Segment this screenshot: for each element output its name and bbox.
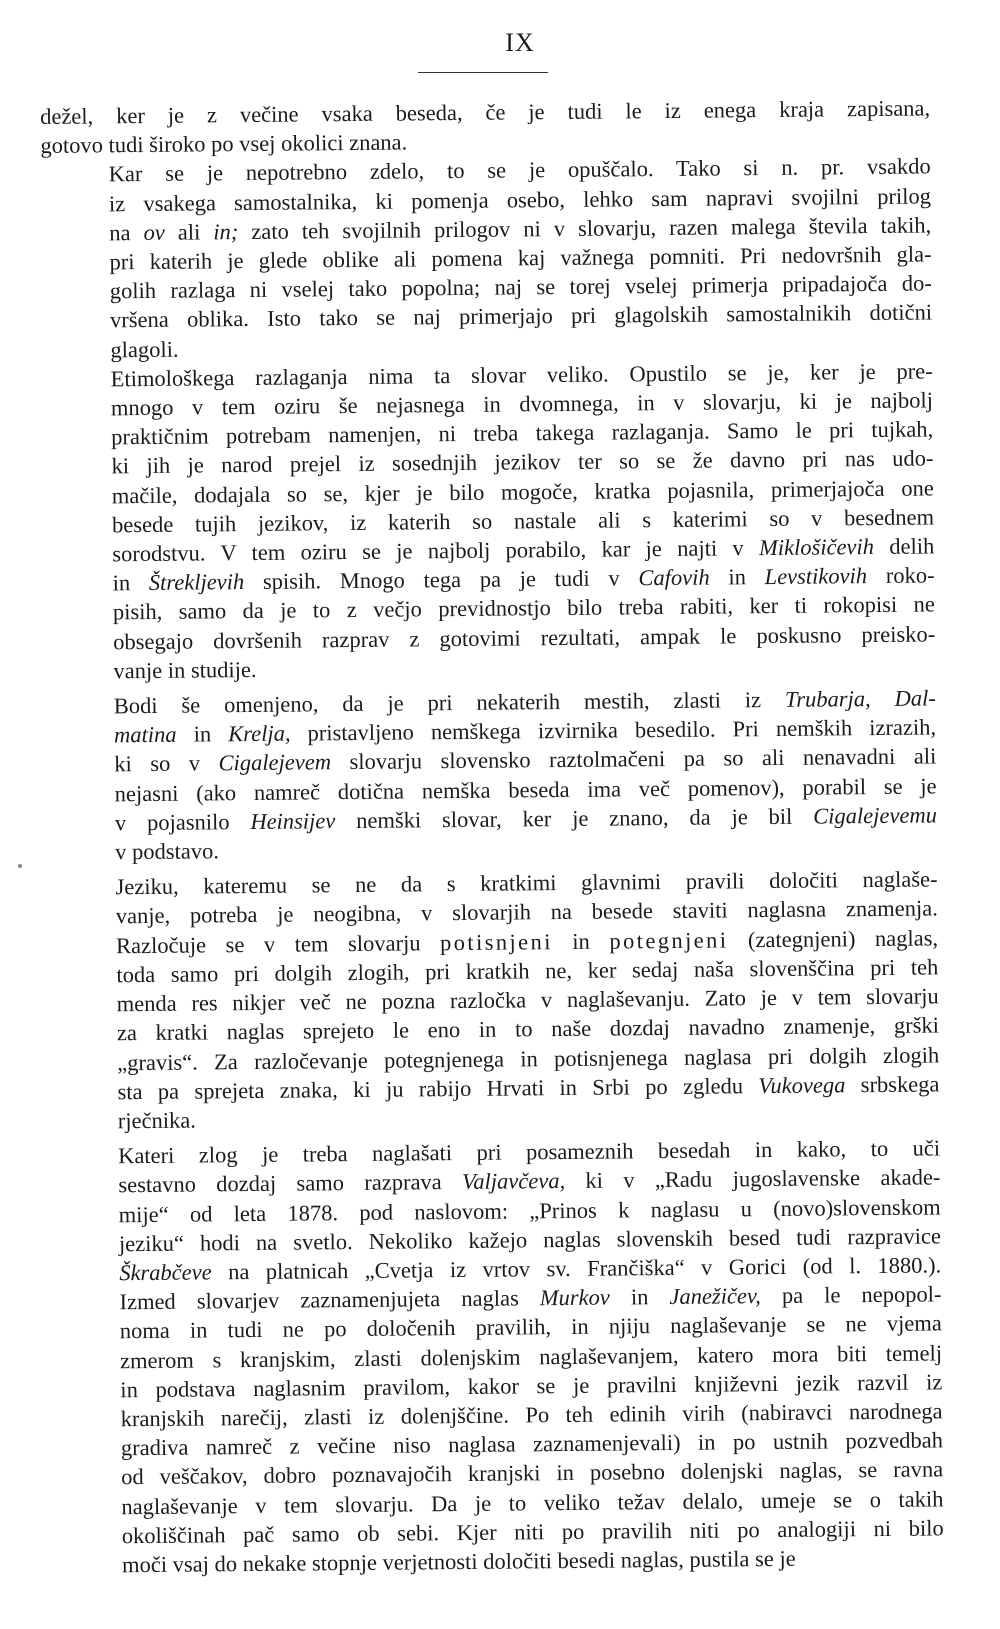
text-run: ki jih je narod prejel iz sosednjih jezikov ter so se že davno pri nas udo- bbox=[111, 445, 934, 479]
text-run: (zategnjeni) naglas, bbox=[728, 925, 939, 953]
text-run: jeziku“ hodi na svetlo. Nekoliko kažejo naglas slovenskih besed tudi razpravice bbox=[118, 1223, 942, 1257]
italic-name: Miklošičevih bbox=[758, 534, 875, 561]
italic-name: matina bbox=[113, 721, 177, 748]
text-run: v pojasnilo bbox=[114, 808, 251, 836]
text-run: golih razlaga ni vselej tako popolna; naj se torej vselej primerja pripadajoča do- bbox=[109, 270, 932, 304]
text-run: vršena oblika. Isto tako se naj primerjajo pri glagolskih samostalnikih dotični bbox=[109, 299, 933, 333]
spaced-term: potegnjeni bbox=[609, 927, 729, 954]
text-run: Kar se je nepotrebno zdelo, to se je opuščalo. Tako si n. pr. vsakdo bbox=[108, 153, 931, 187]
text-run: Etimološkega razlaganja nima ta slovar veliko. Opustilo se je, ker je pre- bbox=[110, 358, 933, 392]
text-run: naglaševanje v tem slovarju. Da je to veliko težav delalo, umeje se o takih bbox=[121, 1485, 944, 1519]
text-run: glagoli. bbox=[110, 336, 179, 362]
italic-name: Janežičev, bbox=[669, 1283, 761, 1310]
italic-name: Trubarja, Dal- bbox=[784, 685, 936, 712]
text-run: gradiva namreč z večine niso naglasa zaznamenjevali) in po ustnih pozvedbah bbox=[120, 1427, 944, 1461]
text-run: vanje, potreba je neogibna, v slovarjih na besede staviti naglasna znamenja. bbox=[115, 895, 938, 929]
text-run: ki v „Radu jugoslavenske akade- bbox=[565, 1164, 941, 1194]
text-run: srbskega bbox=[845, 1071, 940, 1098]
paragraph bbox=[50, 1134, 944, 1581]
text-run: pa le nepopol- bbox=[760, 1281, 942, 1309]
text-run: kranjskih narečij, zlasti iz dolenjščine. Po teh edinih virih (nabiravci narodnega bbox=[120, 1398, 943, 1432]
text-run: v podstavo. bbox=[115, 838, 220, 865]
text-run: ki so v bbox=[114, 750, 219, 777]
text-run: zato teh svojilnih prilogov ni v slovarju, razen malega števila takih, bbox=[238, 212, 932, 244]
text-run: praktičnim potrebam namenjen, ni treba takega razlaganja. Samo le pri tujkah, bbox=[111, 416, 934, 450]
text-run: mačile, dodajala so se, kjer je bilo mogoče, kratka pojasnila, primerjajoča one bbox=[111, 475, 934, 508]
text-run: rječnika. bbox=[117, 1107, 196, 1134]
italic-name: Valjavčeva, bbox=[461, 1168, 566, 1195]
italic-name: Škrabčeve bbox=[119, 1259, 212, 1286]
text-run: mnogo v tem oziru še nejasnega in dvomnega, in v slovarju, ki je najbolj bbox=[110, 387, 934, 421]
text-run: sorodstvu. V tem oziru se je najbolj porabilo, kar je najti v bbox=[112, 535, 760, 567]
body-text bbox=[40, 93, 944, 1580]
text-run: na platnicah „Cvetja iz vrtov sv. Frančiška“ v Gorici (od l. 1880.). bbox=[211, 1252, 942, 1285]
text-run: slovarju slovensko raztolmačeni pa so ali nenavadni ali bbox=[330, 743, 937, 775]
italic-name: ov bbox=[143, 219, 165, 245]
italic-name: Cafovih bbox=[638, 564, 710, 591]
text-run: in bbox=[552, 928, 610, 954]
paragraph bbox=[46, 683, 938, 867]
text-run: na bbox=[109, 219, 144, 246]
text-run: pristavljeno nemškega izvirnika besedilo. Pri nemških izrazih, bbox=[290, 714, 937, 746]
text-run: nejasni (ako namreč dotična nemška beseda ima več pomenov), porabil se je bbox=[114, 773, 937, 806]
italic-name: Cigalejevem bbox=[218, 749, 332, 776]
italic-name: Murkov bbox=[539, 1284, 610, 1311]
text-run: dežel, ker je z večine vsaka beseda, če je tudi le iz enega kraja zapisana, bbox=[40, 95, 931, 129]
italic-name: Cigalejevemu bbox=[813, 802, 938, 829]
italic-name: Vukovega bbox=[758, 1072, 846, 1098]
text-run: gotovo tudi široko po vsej okolici znana. bbox=[40, 129, 408, 159]
italic-name: Heinsijev bbox=[250, 808, 336, 834]
paragraph bbox=[43, 356, 936, 686]
text-run: nemški slovar, ker je znano, da je bil bbox=[335, 803, 814, 834]
text-run: toda samo pri dolgih zlogih, pri kratkih ne, ker sedaj naša slovenščina pri teh bbox=[116, 954, 939, 988]
text-run: in bbox=[709, 564, 765, 590]
text-run: obsegajo dovršenih razprav z gotovimi rezultati, ampak le poskusno preisko- bbox=[113, 621, 936, 654]
text-run: delih bbox=[873, 533, 935, 560]
text-run: in bbox=[176, 721, 229, 747]
text-run: okoliščinah pač samo ob sebi. Kjer niti po pravilih niti po analogiji ni bilo bbox=[121, 1515, 944, 1549]
italic-name: Levstikovih bbox=[764, 563, 868, 590]
text-run: sta pa sprejeta znaka, ki ju rabijo Hrvati in Srbi po zgledu bbox=[117, 1072, 759, 1105]
text-run: Kateri zlog je treba naglašati pri posameznih besedah in kako, to uči bbox=[118, 1135, 941, 1169]
text-run: za kratki naglas sprejeto le eno in to naše dozdaj navadno znamenje, grški bbox=[116, 1012, 940, 1046]
text-run: od veščakov, dobro poznavajočih kranjski in posebno dolenjski naglas, se ravna bbox=[121, 1456, 944, 1490]
text-run: in bbox=[112, 570, 149, 596]
text-run: vanje in studije. bbox=[113, 656, 257, 684]
text-run: in podstava naglasnim pravilom, kakor se je pravilni književni jezik razvil iz bbox=[120, 1369, 943, 1403]
text-run: mije“ od leta 1878. pod naslovom: „Prinos k naglasu u (novo)slovenskom bbox=[118, 1193, 941, 1227]
paragraph bbox=[41, 152, 933, 365]
text-run: Bodi še omenjeno, da je pri nekaterih mestih, zlasti iz bbox=[113, 686, 786, 719]
text-run: Izmed slovarjev zaznamenjujeta naglas bbox=[119, 1285, 540, 1315]
text-run: noma in tudi ne po določenih pravilih, in njiju naglaševanje se ne vjema bbox=[119, 1310, 942, 1344]
spaced-term: potisnjeni bbox=[439, 928, 553, 955]
text-run: sestavno dozdaj samo razprava bbox=[118, 1169, 463, 1198]
page-number: IX bbox=[505, 28, 535, 57]
text-run: in bbox=[609, 1284, 670, 1310]
italic-name: Krelja, bbox=[228, 720, 291, 747]
text-run: pisih, samo da je to z večjo previdnostjo bilo treba rabiti, ker ti rokopisi ne bbox=[112, 591, 935, 625]
header-rule bbox=[418, 72, 548, 73]
text-run: iz vsakega samostalnika, ki pomenja osebo, lehko sam napravi svojilni prilog bbox=[108, 183, 932, 216]
text-run: roko- bbox=[866, 562, 935, 589]
text-run: menda res nikjer več ne pozna razločka v naglaševanju. Zato je v tem slovarju bbox=[116, 983, 939, 1017]
text-run: Jeziku, kateremu se ne da s kratkimi glavnimi pravili določiti naglaše- bbox=[115, 866, 938, 900]
text-run: ali bbox=[164, 219, 214, 245]
text-run: zmerom s kranjskim, zlasti dolenjskim naglaševanjem, katero mora biti temelj bbox=[119, 1339, 943, 1373]
text-run: Razločuje se v tem slovarju bbox=[115, 929, 441, 958]
paragraph bbox=[47, 865, 939, 1136]
print-speck bbox=[18, 864, 22, 868]
text-run: spisih. Mnogo tega pa je tudi v bbox=[244, 565, 639, 595]
text-run: moči vsaj do nekake stopnje verjetnosti določiti besedi naglas, pustila se je bbox=[121, 1545, 796, 1578]
italic-name: in; bbox=[213, 218, 239, 245]
italic-name: Štrekljevih bbox=[148, 569, 245, 596]
text-run: pri katerih je glede oblike ali pomena kaj važnega pomniti. Pri nedovršnih gla- bbox=[109, 241, 932, 275]
paragraph bbox=[40, 93, 931, 160]
text-run: besede tujih jezikov, iz katerih so nastale ali s katerimi so v besednem bbox=[111, 504, 935, 538]
text-run: „gravis“. Za razločevanje potegnjenega in potisnjenega naglasa pri dolgih zlogih bbox=[117, 1041, 940, 1075]
